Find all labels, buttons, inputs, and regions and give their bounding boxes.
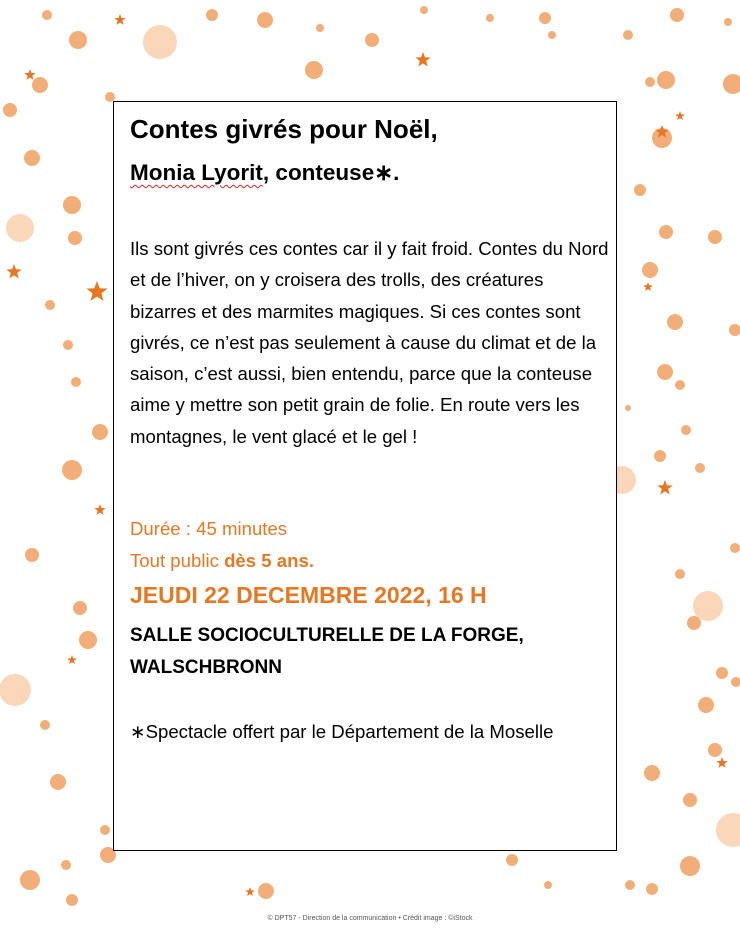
confetti-star [6,264,21,279]
confetti-dot [24,150,40,166]
confetti-dot [723,74,740,94]
confetti-dot [625,405,631,411]
confetti-dot [708,743,722,757]
confetti-dot [62,460,82,480]
confetti-dot [657,71,675,89]
confetti-dot [66,894,78,906]
confetti-dot [25,548,39,562]
confetti-dot [698,697,714,713]
confetti-star [94,504,105,515]
confetti-dot [42,10,52,20]
confetti-dot [420,6,428,14]
confetti-star [24,69,35,80]
performer-end: . [393,160,400,185]
confetti-dot [646,883,658,895]
confetti-dot [667,314,683,330]
confetti-dot [659,225,673,239]
venue-block [130,620,524,684]
audience-age: dès 5 ans. [224,550,314,571]
confetti-dot [63,196,81,214]
confetti-dot [68,231,82,245]
confetti-dot [143,25,177,59]
poster-frame [113,101,617,851]
confetti-dot [645,77,655,87]
confetti-dot [716,813,740,847]
confetti-star [415,52,430,67]
confetti-dot [634,184,646,196]
performer-role: , conteuse [262,160,375,185]
description-text: Ils sont givrés ces contes car il y fait froid. Contes du Nord et de l’hiver, on y croisera des trolls, des créatures bizarres et des marmites magiques. Si ces contes sont givrés, ce n’est pas seulement à cause du climat et de la saison, c’est aussi, bien entendu, parce que la conteuse aime y mettre son petit grain de folie. En route vers les montagnes, le vent glacé et le gel ! [130,238,609,447]
confetti-dot [680,856,700,876]
confetti-star [67,655,77,664]
confetti-dot [20,870,40,890]
confetti-dot [305,61,323,79]
confetti-dot [623,30,633,40]
confetti-dot [724,18,732,26]
confetti-dot [50,774,66,790]
confetti-dot [69,31,87,49]
confetti-dot [206,9,218,21]
duration-text: Durée : 45 minutes [130,518,288,539]
confetti-star [643,282,653,291]
confetti-dot [670,8,684,22]
confetti-dot [365,33,379,47]
confetti-dot [642,262,658,278]
confetti-dot [675,380,685,390]
confetti-dot [644,765,660,781]
confetti-star [114,14,125,25]
image-credit: © DPT57 - Direction de la communication • Crédit image : ©iStock [267,915,473,922]
confetti-dot [40,720,50,730]
performer-line [130,160,399,186]
confetti-dot [730,543,740,553]
confetti-dot [486,14,494,22]
confetti-dot [681,425,691,435]
venue-line-2: WALSCHBRONN [130,657,282,678]
note-marker: ∗ [374,160,394,185]
confetti-dot [683,793,697,807]
confetti-dot [693,591,723,621]
footnote-text: ∗Spectacle offert par le Département de la Moselle [130,721,554,742]
confetti-dot [92,424,108,440]
confetti-dot [258,883,274,899]
confetti-star [657,480,672,495]
confetti-dot [506,854,518,866]
poster-title: Contes givrés pour Noël, [130,114,438,144]
confetti-dot [729,324,740,336]
confetti-dot [63,340,73,350]
confetti-dot [316,24,324,32]
confetti-dot [45,300,55,310]
audience-prefix: Tout public [130,550,225,571]
confetti-dot [695,463,705,473]
confetti-dot [716,667,728,679]
confetti-star [675,111,685,120]
confetti-dot [73,601,87,615]
confetti-dot [257,12,273,28]
confetti-dot [79,631,97,649]
confetti-star [87,281,108,301]
confetti-dot [539,12,551,24]
confetti-dot [3,103,17,117]
venue-line-1: SALLE SOCIOCULTURELLE DE LA FORGE, [130,625,524,646]
confetti-dot [687,616,701,630]
confetti-star [716,757,727,768]
event-date: JEUDI 22 DECEMBRE 2022, 16 H [130,582,487,608]
confetti-dot [657,364,673,380]
confetti-dot [625,880,635,890]
confetti-dot [708,230,722,244]
confetti-dot [675,569,685,579]
performer-name: Monia Lyorit [130,160,263,185]
confetti-dot [100,825,110,835]
confetti-dot [61,860,71,870]
confetti-dot [654,450,666,462]
confetti-dot [544,881,552,889]
confetti-dot [0,674,31,706]
confetti-dot [71,377,81,387]
confetti-dot [548,31,556,39]
confetti-dot [731,677,740,687]
confetti-dot [32,77,48,93]
confetti-star [245,887,255,896]
confetti-dot [6,214,34,242]
audience-line [130,550,314,572]
